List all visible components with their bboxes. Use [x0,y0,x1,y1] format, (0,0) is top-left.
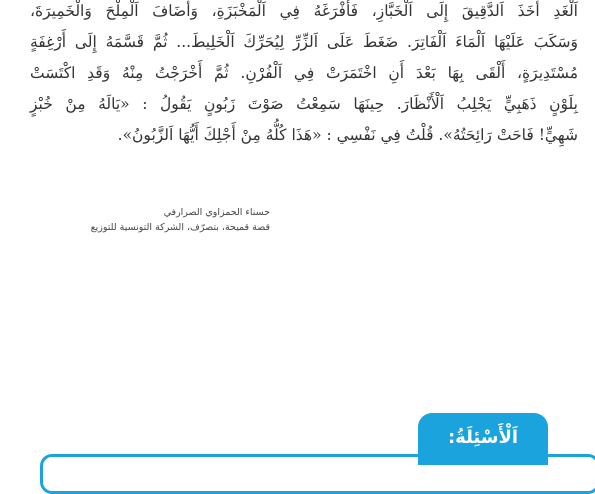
passage-line: اَلْغَدِ أَخَذَ اَلدَّقِيقَ إِلَى اَلْخَبَّازِ، فَأَفْرَغَهُ فِي اَلْمَخْبَزَةِ، وَأَضَافَ اَلْمِلْحَ وَالْخَمِيرَةَ، [30,2,578,20]
passage-line: شَهِيٍّ! فَاحَتْ رَائِحَتُهُ». قُلْتُ فِي نَفْسِي : «هَذَا كُلُّهُ مِنْ أَجْلِكَ أَيُّهَا اَلزَّبُونُ». [117,126,578,144]
passage-line: بِلَوْنٍ ذَهَبِيٍّ يَجْلِبُ اَلْأَنْظَارَ. حِينَهَا سَمِعْتُ صَوْتَ زَبُونٍ يَقُولُ : «يَالَهُ مِنْ خُبْزٍ [30,95,578,113]
passage-line: مُسْتَدِيرَةٍ، أَلْقَى بِهَا بَعْدَ أَنِ اخْتَمَرَتْ فِي اَلْفُرْنِ. ثُمَّ أَخْرَجْتُ مِنْهُ وَقَدِ اكْتَسَتْ [30,64,578,82]
author-name: حسناء الحمزاوي الصرارفي [163,207,270,218]
questions-heading-tab [418,413,548,465]
source-attribution [70,205,270,235]
story-passage [30,0,578,151]
passage-line: وَسَكَبَ عَلَيْهَا اَلْمَاءَ اَلْفَاتِرَ. ضَغَطَ عَلَى اَلزِّرِّ لِيُحَرِّكَ اَلْخَلِيطَ... ثُمَّ قَسَّمَهُ إِلَى أَرْغِفَةٍ [30,33,578,51]
source-reference: قصة قميحة، بتصرّف، الشركة التونسية للتوزيع [90,222,270,233]
questions-heading: اَلْأَسْئِلَةُ: [447,427,519,448]
